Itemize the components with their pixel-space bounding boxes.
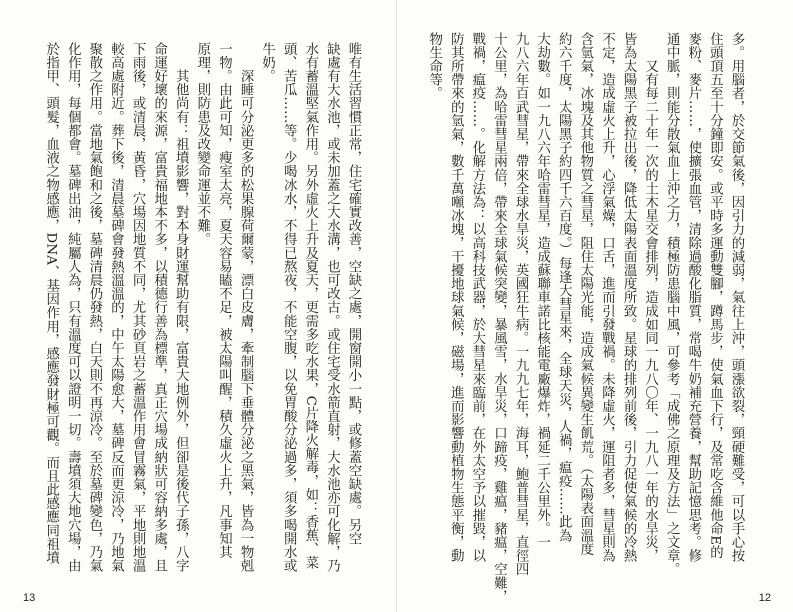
left-page: [0, 0, 396, 612]
right-page: [397, 0, 793, 612]
left-page-body-text: 唯有生活習慣正常，住宅確實改善，空缺之處，開窗開小一點，或修蓋空缺處。另空 缺處有大水池，或未加蓋之大水溝，也可改古。或住宅受水箭直射，大水池亦可化解，乃 水有蓄溫堅氣作用。另外虛火上升及夏天，更需多吃水果，C片降火解毒，如：香蕉、菜 頭、苦瓜……等。少喝冰水，不得已熬夜，不能空腹，以免胃酸分泌過多，須多喝開水或 牛奶。 深睡可分泌更多的松果腺荷爾蒙，漂白皮膚，牽制腦下垂體分泌之黑氣，皆為一物剋 一物。由此可知，瘦室太亮，夏天容易瞌不足，被太陽叫醒，積久虛火上升，凡事知其 原理，則防患及改變命運並不難。 其他尚有：祖墳影響，對本身財運幫助有限，富貴大地例外，但卻是後代子孫，八字 命運好壞的來源，富貴福地本不多，以積德行善為標準，真正穴場成納狀可容納多處，且 下雨後，或清晨，黃昏，穴場因地質不同，尤其砂頁岩之蓄溫作用會冒霧氣，平地則地溫 較高處附近。葬下後，清晨墓碑會發熱溫溫的，中午太陽愈大，墓碑反而更涼冷，乃地氣 聚散之作用。當地氣飽和之後，墓碑清晨仍發熱，白天則不再涼冷。至於墓碑變色，乃氣 化作用，每個都會。墓碑出油，純屬人為，只有溫度可以證明一切。壽墳須大地穴場，由 於指甲、頭髮，血液之物感應，DNA、基因作用，感應發財極可觀。而且此感應同祖墳: [43, 42, 361, 573]
left-page-number: 13: [23, 592, 36, 604]
right-page-body-text: 多。用腦者，於交節氣後，因引力的減弱，氣往上沖，頭漲欲裂，頸硬難受，可以手心按 住頭頂五至十分鐘即安。或平時多運動雙腳，蹲馬步，使氣血下行，及常吃含維他命E的 麥粉、麥片……，使擴張血管，清除過酸化脂質，常喝牛奶補充營養，幫助記憶思考。修 通中脈，則能分散氣血上沖之力，積極防患腦中風，可參考「成佛之原理及方法」之文章。 又有每二十年一次的土木星交會排列，造成如同一九八〇年、一九八一年的水旱災， 皆為太陽黑子被拉出後，降低太陽表面溫度所致。星球的排列前後，引力促使氣候的冷熱 不定，造成虛火上升，心浮氣燥，口舌，進而引發戰禍。未降虛火，運阻者多，彗星則為 含氫氣，冰塊及其他物質之彗星，阻住太陽光能，造成氣候異變生飢荒。（太陽表面溫度 約六千度，太陽黑子約四千六百度。）每逢大彗星來，全球天災，人禍，瘟疫……此為 大劫數。如一九八六年哈雷彗星，造成蘇聯車諾比核能電廠爆炸，禍延二千公里外。一 九八六年百武彗星，帶來全球水旱災，英國狂牛病。一九九七年，海耳，鮑普彗星，直徑四 十公里，為哈雷彗星兩倍，帶來全球氣候突變，暴風雪，水旱災，口蹄疫，雞瘟，豬瘟，空難， 戰禍，瘟疫……。化解方法為：以高科技武器，於大彗星來臨前，在外太空予以摧毀，以 防其所帶來的氫氣，數千萬噸冰塊，干擾地球氣候，磁場，進而影響動植物生態平衡，動 物生命等。: [426, 32, 744, 604]
right-page-number: 12: [758, 592, 771, 604]
